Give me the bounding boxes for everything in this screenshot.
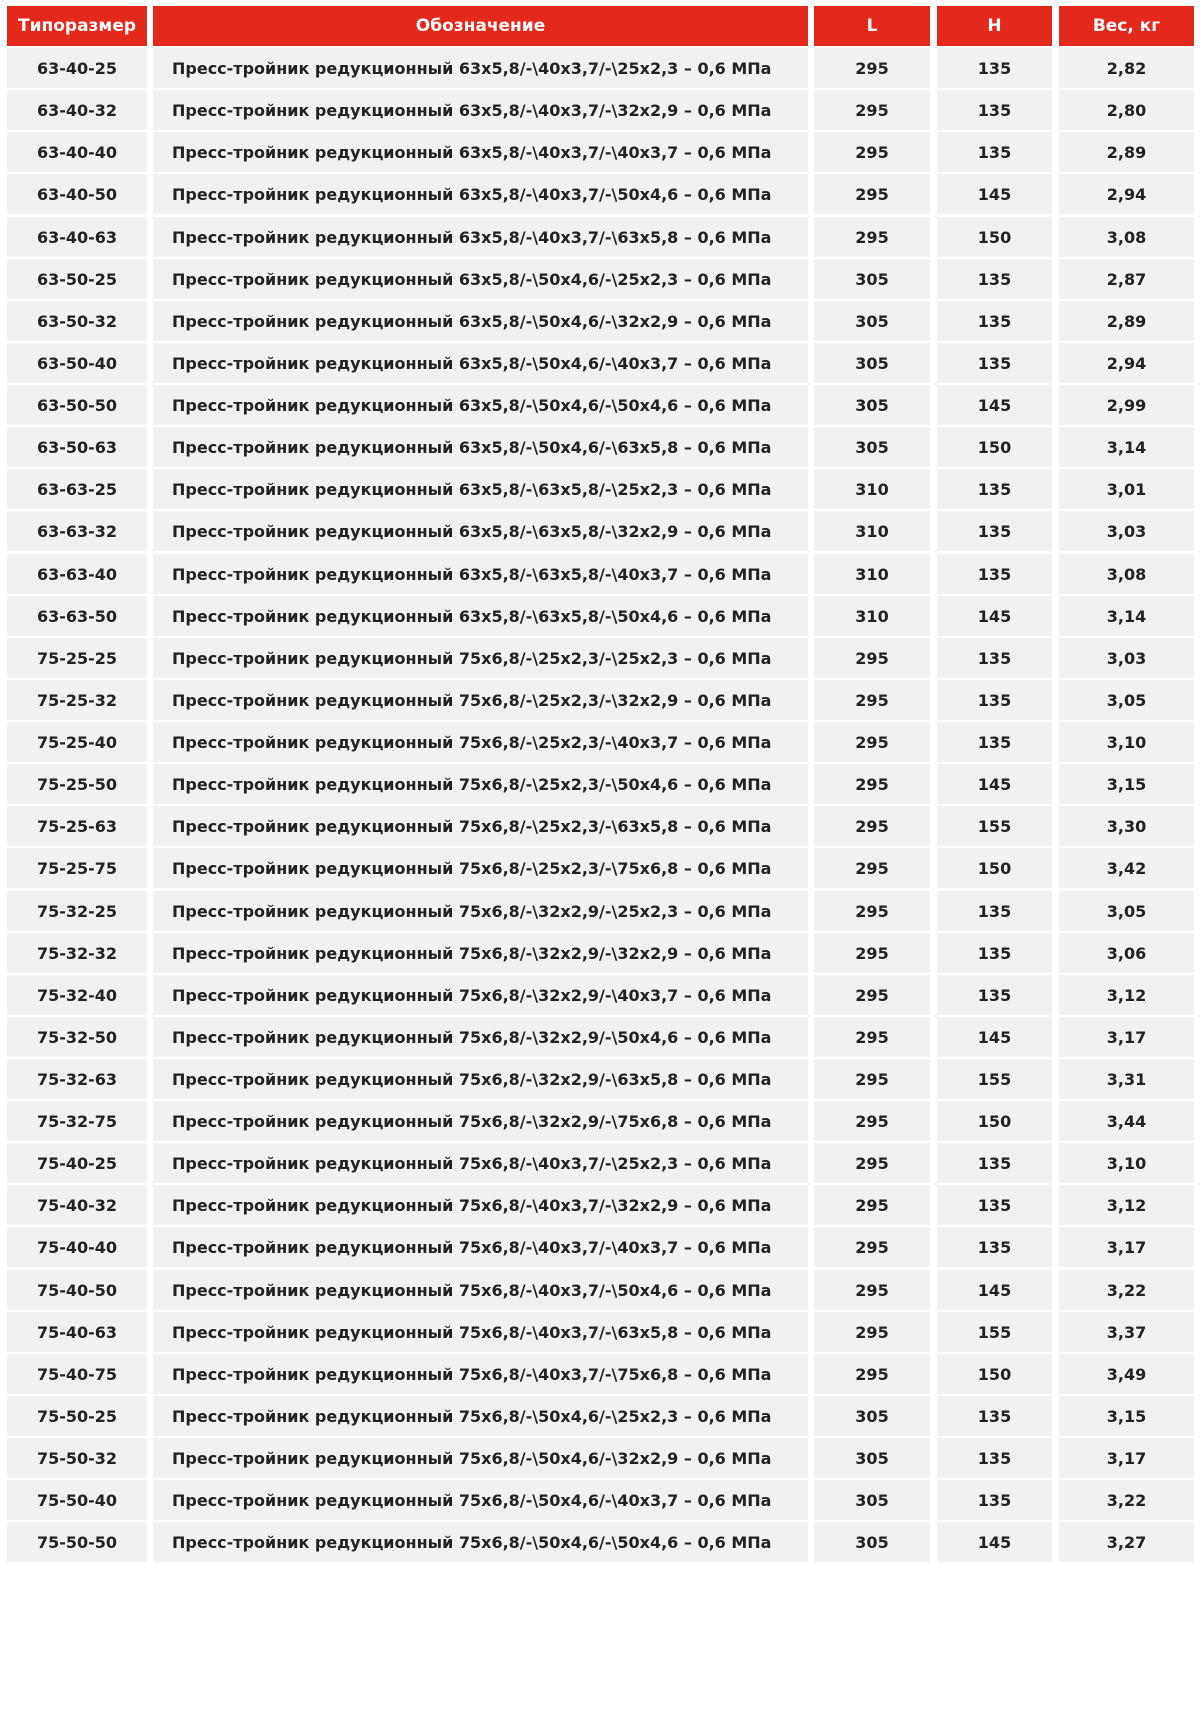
- weight-cell: 3,17: [1059, 1017, 1194, 1057]
- length-cell: 305: [814, 343, 930, 383]
- designation-cell: Пресс-тройник редукционный 75x6,8/-\25x2,3/-\75x6,8 – 0,6 МПа: [153, 848, 808, 888]
- length-cell: 310: [814, 511, 930, 551]
- table-row: [0, 1480, 1200, 1520]
- weight-cell: 3,22: [1059, 1480, 1194, 1520]
- weight-cell: 3,03: [1059, 638, 1194, 678]
- height-cell: 145: [937, 764, 1052, 804]
- header-length: L: [814, 6, 930, 46]
- weight-cell: 2,94: [1059, 343, 1194, 383]
- height-cell: 135: [937, 554, 1052, 594]
- table-row: [0, 48, 1200, 88]
- table-row: [0, 975, 1200, 1015]
- table-row: [0, 511, 1200, 551]
- size-cell: 63-50-25: [7, 259, 147, 299]
- designation-cell: Пресс-тройник редукционный 63x5,8/-\63x5,8/-\40x3,7 – 0,6 МПа: [153, 554, 808, 594]
- table-row: [0, 427, 1200, 467]
- height-cell: 155: [937, 1312, 1052, 1352]
- size-cell: 63-40-63: [7, 217, 147, 257]
- length-cell: 305: [814, 1480, 930, 1520]
- designation-cell: Пресс-тройник редукционный 63x5,8/-\50x4,6/-\25x2,3 – 0,6 МПа: [153, 259, 808, 299]
- length-cell: 295: [814, 806, 930, 846]
- length-cell: 295: [814, 933, 930, 973]
- size-cell: 75-50-32: [7, 1438, 147, 1478]
- table-row: [0, 1438, 1200, 1478]
- designation-cell: Пресс-тройник редукционный 75x6,8/-\32x2,9/-\50x4,6 – 0,6 МПа: [153, 1017, 808, 1057]
- header-weight: Вес, кг: [1059, 6, 1194, 46]
- designation-cell: Пресс-тройник редукционный 75x6,8/-\32x2,9/-\40x3,7 – 0,6 МПа: [153, 975, 808, 1015]
- size-cell: 75-25-40: [7, 722, 147, 762]
- length-cell: 295: [814, 1354, 930, 1394]
- length-cell: 295: [814, 1059, 930, 1099]
- designation-cell: Пресс-тройник редукционный 75x6,8/-\25x2,3/-\32x2,9 – 0,6 МПа: [153, 680, 808, 720]
- height-cell: 135: [937, 1438, 1052, 1478]
- table-row: [0, 596, 1200, 636]
- weight-cell: 3,15: [1059, 1396, 1194, 1436]
- size-cell: 63-50-40: [7, 343, 147, 383]
- table-row: [0, 764, 1200, 804]
- designation-cell: Пресс-тройник редукционный 63x5,8/-\63x5,8/-\25x2,3 – 0,6 МПа: [153, 469, 808, 509]
- header-height: H: [937, 6, 1052, 46]
- weight-cell: 2,89: [1059, 132, 1194, 172]
- length-cell: 305: [814, 1438, 930, 1478]
- designation-cell: Пресс-тройник редукционный 75x6,8/-\32x2,9/-\32x2,9 – 0,6 МПа: [153, 933, 808, 973]
- height-cell: 135: [937, 680, 1052, 720]
- table-row: [0, 1396, 1200, 1436]
- height-cell: 145: [937, 1270, 1052, 1310]
- table-row: [0, 301, 1200, 341]
- table-row: [0, 1101, 1200, 1141]
- length-cell: 295: [814, 764, 930, 804]
- designation-cell: Пресс-тройник редукционный 63x5,8/-\63x5,8/-\50x4,6 – 0,6 МПа: [153, 596, 808, 636]
- length-cell: 295: [814, 174, 930, 214]
- weight-cell: 2,87: [1059, 259, 1194, 299]
- table-row: [0, 132, 1200, 172]
- size-cell: 75-50-40: [7, 1480, 147, 1520]
- designation-cell: Пресс-тройник редукционный 75x6,8/-\40x3,7/-\50x4,6 – 0,6 МПа: [153, 1270, 808, 1310]
- length-cell: 305: [814, 1396, 930, 1436]
- weight-cell: 3,37: [1059, 1312, 1194, 1352]
- length-cell: 295: [814, 722, 930, 762]
- length-cell: 295: [814, 1143, 930, 1183]
- size-cell: 63-50-32: [7, 301, 147, 341]
- table-row: [0, 1522, 1200, 1562]
- designation-cell: Пресс-тройник редукционный 75x6,8/-\40x3,7/-\63x5,8 – 0,6 МПа: [153, 1312, 808, 1352]
- length-cell: 295: [814, 975, 930, 1015]
- table-row: [0, 680, 1200, 720]
- header-designation: Обозначение: [153, 6, 808, 46]
- length-cell: 295: [814, 48, 930, 88]
- height-cell: 135: [937, 469, 1052, 509]
- height-cell: 135: [937, 301, 1052, 341]
- weight-cell: 2,89: [1059, 301, 1194, 341]
- size-cell: 63-40-25: [7, 48, 147, 88]
- height-cell: 135: [937, 1396, 1052, 1436]
- length-cell: 305: [814, 427, 930, 467]
- height-cell: 135: [937, 48, 1052, 88]
- height-cell: 145: [937, 596, 1052, 636]
- table-row: [0, 1185, 1200, 1225]
- designation-cell: Пресс-тройник редукционный 75x6,8/-\40x3,7/-\32x2,9 – 0,6 МПа: [153, 1185, 808, 1225]
- designation-cell: Пресс-тройник редукционный 75x6,8/-\32x2,9/-\25x2,3 – 0,6 МПа: [153, 891, 808, 931]
- height-cell: 150: [937, 217, 1052, 257]
- table-row: [0, 891, 1200, 931]
- weight-cell: 3,12: [1059, 975, 1194, 1015]
- table-header: [0, 6, 1200, 46]
- length-cell: 305: [814, 301, 930, 341]
- length-cell: 295: [814, 1312, 930, 1352]
- weight-cell: 3,17: [1059, 1227, 1194, 1267]
- length-cell: 295: [814, 1185, 930, 1225]
- table-row: [0, 1354, 1200, 1394]
- height-cell: 150: [937, 1101, 1052, 1141]
- weight-cell: 2,82: [1059, 48, 1194, 88]
- designation-cell: Пресс-тройник редукционный 63x5,8/-\50x4,6/-\40x3,7 – 0,6 МПа: [153, 343, 808, 383]
- weight-cell: 3,17: [1059, 1438, 1194, 1478]
- table-row: [0, 90, 1200, 130]
- height-cell: 135: [937, 975, 1052, 1015]
- weight-cell: 2,99: [1059, 385, 1194, 425]
- height-cell: 150: [937, 427, 1052, 467]
- designation-cell: Пресс-тройник редукционный 63x5,8/-\40x3,7/-\50x4,6 – 0,6 МПа: [153, 174, 808, 214]
- height-cell: 150: [937, 1354, 1052, 1394]
- size-cell: 63-40-32: [7, 90, 147, 130]
- designation-cell: Пресс-тройник редукционный 63x5,8/-\50x4,6/-\63x5,8 – 0,6 МПа: [153, 427, 808, 467]
- size-cell: 63-40-50: [7, 174, 147, 214]
- size-cell: 75-40-50: [7, 1270, 147, 1310]
- weight-cell: 3,05: [1059, 891, 1194, 931]
- length-cell: 295: [814, 1227, 930, 1267]
- size-cell: 75-25-25: [7, 638, 147, 678]
- designation-cell: Пресс-тройник редукционный 75x6,8/-\50x4,6/-\40x3,7 – 0,6 МПа: [153, 1480, 808, 1520]
- size-cell: 63-63-40: [7, 554, 147, 594]
- designation-cell: Пресс-тройник редукционный 63x5,8/-\63x5,8/-\32x2,9 – 0,6 МПа: [153, 511, 808, 551]
- height-cell: 135: [937, 259, 1052, 299]
- weight-cell: 3,08: [1059, 554, 1194, 594]
- size-cell: 63-63-25: [7, 469, 147, 509]
- size-cell: 75-40-63: [7, 1312, 147, 1352]
- height-cell: 135: [937, 933, 1052, 973]
- size-cell: 75-40-75: [7, 1354, 147, 1394]
- table-row: [0, 385, 1200, 425]
- table-row: [0, 933, 1200, 973]
- designation-cell: Пресс-тройник редукционный 63x5,8/-\40x3,7/-\63x5,8 – 0,6 МПа: [153, 217, 808, 257]
- designation-cell: Пресс-тройник редукционный 75x6,8/-\25x2,3/-\50x4,6 – 0,6 МПа: [153, 764, 808, 804]
- header-size: Типоразмер: [7, 6, 147, 46]
- table-row: [0, 343, 1200, 383]
- table-row: [0, 217, 1200, 257]
- height-cell: 145: [937, 1522, 1052, 1562]
- table-row: [0, 638, 1200, 678]
- length-cell: 295: [814, 891, 930, 931]
- weight-cell: 3,08: [1059, 217, 1194, 257]
- weight-cell: 3,49: [1059, 1354, 1194, 1394]
- height-cell: 150: [937, 848, 1052, 888]
- table-row: [0, 1270, 1200, 1310]
- size-cell: 75-40-25: [7, 1143, 147, 1183]
- height-cell: 135: [937, 90, 1052, 130]
- designation-cell: Пресс-тройник редукционный 63x5,8/-\50x4,6/-\32x2,9 – 0,6 МПа: [153, 301, 808, 341]
- weight-cell: 3,06: [1059, 933, 1194, 973]
- table-row: [0, 554, 1200, 594]
- designation-cell: Пресс-тройник редукционный 75x6,8/-\50x4,6/-\25x2,3 – 0,6 МПа: [153, 1396, 808, 1436]
- weight-cell: 3,05: [1059, 680, 1194, 720]
- length-cell: 295: [814, 1270, 930, 1310]
- height-cell: 135: [937, 891, 1052, 931]
- size-cell: 75-50-25: [7, 1396, 147, 1436]
- table-row: [0, 1017, 1200, 1057]
- height-cell: 135: [937, 343, 1052, 383]
- table-row: [0, 806, 1200, 846]
- length-cell: 310: [814, 554, 930, 594]
- table-row: [0, 1227, 1200, 1267]
- designation-cell: Пресс-тройник редукционный 75x6,8/-\25x2,3/-\40x3,7 – 0,6 МПа: [153, 722, 808, 762]
- size-cell: 63-50-50: [7, 385, 147, 425]
- height-cell: 145: [937, 174, 1052, 214]
- length-cell: 295: [814, 1017, 930, 1057]
- weight-cell: 3,42: [1059, 848, 1194, 888]
- height-cell: 135: [937, 1227, 1052, 1267]
- size-cell: 75-25-63: [7, 806, 147, 846]
- size-cell: 63-50-63: [7, 427, 147, 467]
- length-cell: 295: [814, 132, 930, 172]
- height-cell: 145: [937, 1017, 1052, 1057]
- table-row: [0, 1312, 1200, 1352]
- table-row: [0, 722, 1200, 762]
- weight-cell: 3,31: [1059, 1059, 1194, 1099]
- size-cell: 75-32-25: [7, 891, 147, 931]
- table-row: [0, 848, 1200, 888]
- length-cell: 305: [814, 259, 930, 299]
- weight-cell: 3,10: [1059, 1143, 1194, 1183]
- designation-cell: Пресс-тройник редукционный 75x6,8/-\50x4,6/-\32x2,9 – 0,6 МПа: [153, 1438, 808, 1478]
- height-cell: 135: [937, 132, 1052, 172]
- size-cell: 75-50-50: [7, 1522, 147, 1562]
- designation-cell: Пресс-тройник редукционный 63x5,8/-\50x4,6/-\50x4,6 – 0,6 МПа: [153, 385, 808, 425]
- weight-cell: 3,14: [1059, 596, 1194, 636]
- height-cell: 135: [937, 1143, 1052, 1183]
- designation-cell: Пресс-тройник редукционный 63x5,8/-\40x3,7/-\32x2,9 – 0,6 МПа: [153, 90, 808, 130]
- weight-cell: 3,14: [1059, 427, 1194, 467]
- designation-cell: Пресс-тройник редукционный 75x6,8/-\50x4,6/-\50x4,6 – 0,6 МПа: [153, 1522, 808, 1562]
- table-row: [0, 1059, 1200, 1099]
- size-cell: 75-32-40: [7, 975, 147, 1015]
- length-cell: 295: [814, 848, 930, 888]
- weight-cell: 3,27: [1059, 1522, 1194, 1562]
- size-cell: 75-40-40: [7, 1227, 147, 1267]
- weight-cell: 3,22: [1059, 1270, 1194, 1310]
- length-cell: 310: [814, 469, 930, 509]
- weight-cell: 2,94: [1059, 174, 1194, 214]
- weight-cell: 3,30: [1059, 806, 1194, 846]
- size-cell: 75-32-75: [7, 1101, 147, 1141]
- size-cell: 75-40-32: [7, 1185, 147, 1225]
- size-cell: 63-40-40: [7, 132, 147, 172]
- length-cell: 295: [814, 1101, 930, 1141]
- table-row: [0, 259, 1200, 299]
- designation-cell: Пресс-тройник редукционный 75x6,8/-\40x3,7/-\40x3,7 – 0,6 МПа: [153, 1227, 808, 1267]
- designation-cell: Пресс-тройник редукционный 75x6,8/-\32x2,9/-\63x5,8 – 0,6 МПа: [153, 1059, 808, 1099]
- height-cell: 155: [937, 1059, 1052, 1099]
- size-cell: 75-32-50: [7, 1017, 147, 1057]
- weight-cell: 3,44: [1059, 1101, 1194, 1141]
- length-cell: 295: [814, 217, 930, 257]
- height-cell: 135: [937, 638, 1052, 678]
- designation-cell: Пресс-тройник редукционный 75x6,8/-\40x3,7/-\75x6,8 – 0,6 МПа: [153, 1354, 808, 1394]
- height-cell: 135: [937, 1480, 1052, 1520]
- weight-cell: 3,15: [1059, 764, 1194, 804]
- weight-cell: 3,03: [1059, 511, 1194, 551]
- table-row: [0, 1143, 1200, 1183]
- length-cell: 295: [814, 680, 930, 720]
- designation-cell: Пресс-тройник редукционный 63x5,8/-\40x3,7/-\40x3,7 – 0,6 МПа: [153, 132, 808, 172]
- designation-cell: Пресс-тройник редукционный 63x5,8/-\40x3,7/-\25x2,3 – 0,6 МПа: [153, 48, 808, 88]
- designation-cell: Пресс-тройник редукционный 75x6,8/-\32x2,9/-\75x6,8 – 0,6 МПа: [153, 1101, 808, 1141]
- height-cell: 155: [937, 806, 1052, 846]
- weight-cell: 3,12: [1059, 1185, 1194, 1225]
- height-cell: 145: [937, 385, 1052, 425]
- table-row: [0, 174, 1200, 214]
- size-cell: 75-25-50: [7, 764, 147, 804]
- height-cell: 135: [937, 722, 1052, 762]
- table-row: [0, 469, 1200, 509]
- weight-cell: 2,80: [1059, 90, 1194, 130]
- length-cell: 295: [814, 90, 930, 130]
- designation-cell: Пресс-тройник редукционный 75x6,8/-\25x2,3/-\63x5,8 – 0,6 МПа: [153, 806, 808, 846]
- length-cell: 305: [814, 385, 930, 425]
- weight-cell: 3,01: [1059, 469, 1194, 509]
- size-cell: 63-63-50: [7, 596, 147, 636]
- size-cell: 75-32-32: [7, 933, 147, 973]
- weight-cell: 3,10: [1059, 722, 1194, 762]
- size-cell: 63-63-32: [7, 511, 147, 551]
- length-cell: 295: [814, 638, 930, 678]
- height-cell: 135: [937, 511, 1052, 551]
- designation-cell: Пресс-тройник редукционный 75x6,8/-\40x3,7/-\25x2,3 – 0,6 МПа: [153, 1143, 808, 1183]
- length-cell: 310: [814, 596, 930, 636]
- designation-cell: Пресс-тройник редукционный 75x6,8/-\25x2,3/-\25x2,3 – 0,6 МПа: [153, 638, 808, 678]
- length-cell: 305: [814, 1522, 930, 1562]
- height-cell: 135: [937, 1185, 1052, 1225]
- size-cell: 75-25-32: [7, 680, 147, 720]
- size-cell: 75-25-75: [7, 848, 147, 888]
- size-cell: 75-32-63: [7, 1059, 147, 1099]
